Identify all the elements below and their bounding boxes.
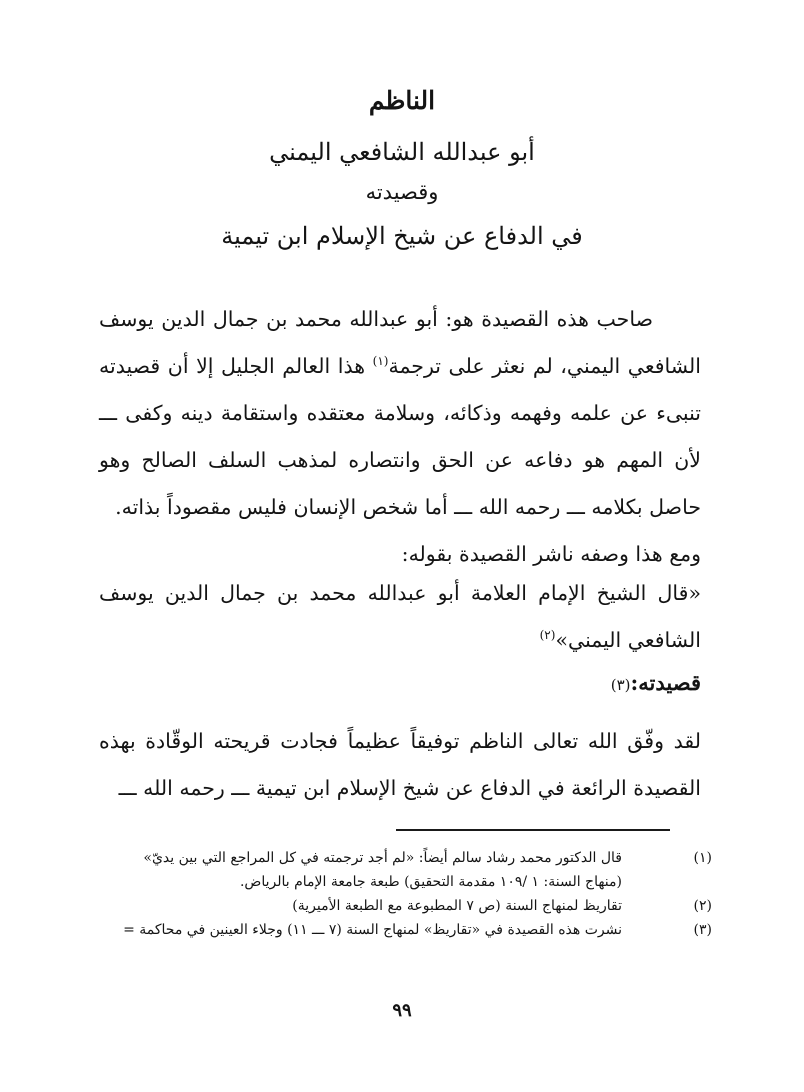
intro-tail: ومع هذا وصفه ناشر القصيدة بقوله: (401, 542, 701, 566)
footnote-number: (٢) (693, 898, 712, 914)
footnote-text: نشرت هذه القصيدة في «تقاريظ» لمنهاج السنة (٧ ـــ ١١) وجلاء العينين في محاكمة = (123, 922, 622, 938)
publisher-quote (99, 570, 701, 664)
footnote-ref-3: (٣) (610, 676, 631, 694)
section-heading-label: قصيدته: (630, 670, 701, 695)
footnote-text: قال الدكتور محمد رشاد سالم أيضاً: «لم أجد ترجمته في كل المراجع التي بين يديّ» (143, 850, 622, 866)
footnote-number: (١) (693, 850, 712, 866)
footnote-item (94, 918, 712, 942)
footnote-item (94, 894, 712, 918)
footnote-text: تقاريظ لمنهاج السنة (ص ٧ المطبوعة مع الطبعة الأميرية) (292, 898, 622, 914)
quote-text: «قال الشيخ الإمام العلامة أبو عبدالله محمد بن جمال الدين يوسف الشافعي اليمني» (99, 581, 701, 652)
poem-label: وقصيدته (365, 180, 439, 204)
page-title: الناظم (368, 86, 436, 115)
section-heading (611, 668, 701, 700)
footnote-ref-2: (٢) (539, 628, 556, 643)
poem-subject: في الدفاع عن شيخ الإسلام ابن تيمية (221, 222, 583, 250)
footnote-ref-1: (١) (372, 354, 389, 369)
intro-paragraph (99, 296, 701, 578)
author-name: أبو عبدالله الشافعي اليمني (269, 138, 535, 166)
footnote-number: (٣) (693, 922, 712, 938)
footnote-item (94, 846, 712, 894)
page-number: ٩٩ (392, 1000, 412, 1021)
intro-text-start: صاحب هذه القصيدة هو: أبو عبدالله محمد بن جمال الدين يوسف الشافعي اليمني، لم نعثر على ترجمة (99, 307, 701, 378)
footnotes (94, 846, 712, 942)
poem-paragraph: لقد وفّق الله تعالى الناظم توفيقاً عظيماً فجادت قريحته الوقّادة بهذه القصيدة الرائعة في الدفاع عن شيخ الإسلام ابن تيمية ـــ رحمه الله ـــ (99, 729, 701, 800)
footnote-text: (منهاج السنة: ١ /١٠٩ مقدمة التحقيق) طبعة جامعة الإمام بالرياض. (239, 874, 622, 890)
footnote-divider (396, 829, 670, 831)
intro-text-end: هذا العالم الجليل إلا أن قصيدته تنبىء عن علمه وفهمه وذكائه، وسلامة معتقده واستقامة دينه وكفى ـــ لأن المهم هو دفاعه عن الحق وانتصاره لمذهب السلف الصالح وهو حاصل بكلامه ـــ رحمه الله ـــ أما شخص الإنسان فليس مقصوداً بذاته. (99, 354, 701, 519)
